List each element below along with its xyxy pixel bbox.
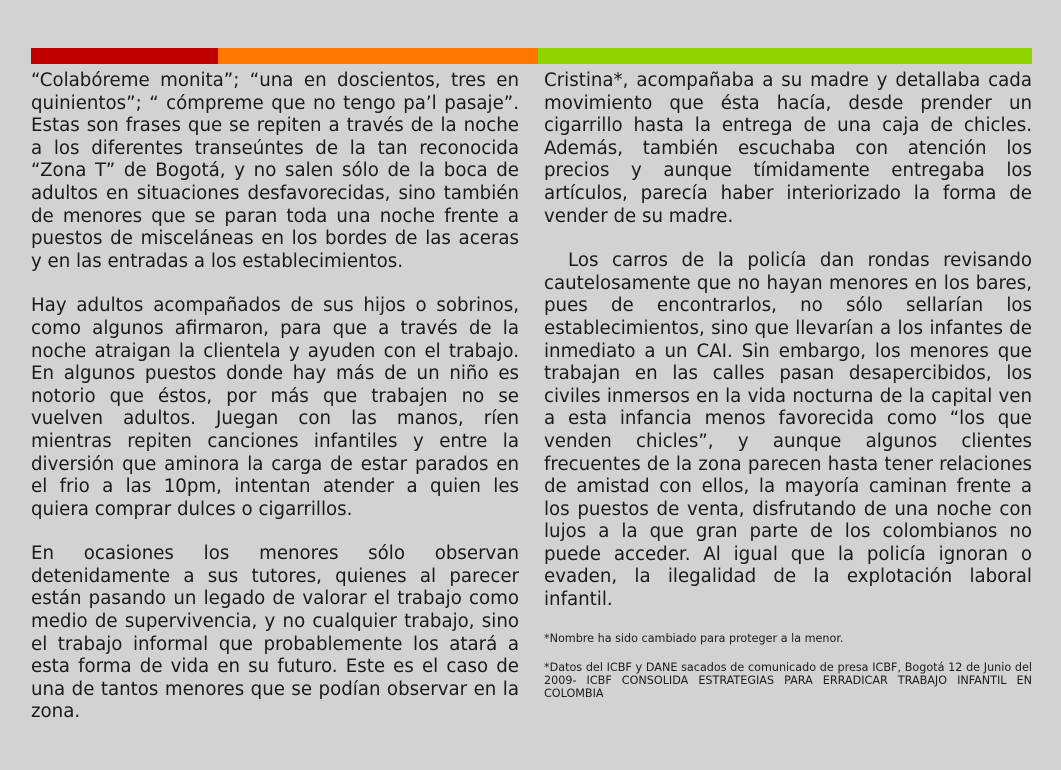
right-text-column — [544, 70, 1032, 700]
left-paragraph-2: Hay adultos acompañados de sus hijos o sobrinos, como algunos afirmaron, para que a través de la noche atraigan la clientela y ayuden con el trabajo. En algunos puestos donde hay más de un niño es notorio que éstos, por más que trabajen no se vuelven adultos. Juegan con las manos, ríen mientras repiten canciones infantiles y entre la diversión que aminora la carga de estar parados en el frio a las 10pm, intentan atender a quien les quiera comprar dulces o cigarrillos. — [31, 295, 519, 520]
right-paragraph-2: Los carros de la policía dan rondas revisando cautelosamente que no hayan menores en los bares, pues de encontrarlos, no sólo sellarían los establecimientos, sino que llevarían a los infantes de inmediato a un CAI. Sin embargo, los menores que trabajan en las calles pasan desapercibidos, los civiles inmersos en la vida nocturna de la capital ven a esta infancia menos favorecida como “los que venden chicles”, y aunque algunos clientes frecuentes de la zona parecen hasta tener relaciones de amistad con ellos, la mayoría caminan frente a los puestos de venta, disfrutando de una noche con lujos a la que gran parte de los colombianos no puede acceder. Al igual que la policía ignoran o evaden, la ilegalidad de la explotación laboral infantil. — [544, 250, 1032, 611]
red-bar-segment — [31, 48, 218, 64]
footnote-name-changed: *Nombre ha sido cambiado para proteger a la menor. — [544, 631, 844, 645]
green-bar-segment — [538, 48, 1032, 64]
footnote-data-source: *Datos del ICBF y DANE sacados de comunicado de presa ICBF, Bogotá 12 de Junio del 2009- ICBF CONSOLIDA ESTRATEGIAS PARA ERRADICAR TRABAJO INFANTIL EN COLOMBIA — [544, 660, 1032, 700]
tricolor-header-bar — [31, 48, 1032, 64]
left-text-column — [31, 70, 519, 724]
orange-bar-segment — [218, 48, 538, 64]
right-paragraph-1: Cristina*, acompañaba a su madre y detallaba cada movimiento que ésta hacía, desde prender un cigarrillo hasta la entrega de una caja de chicles. Además, también escuchaba con atención los precios y aunque tímidamente entregaba los artículos, parecía haber interiorizado la forma de vender de su madre. — [544, 70, 1032, 227]
left-paragraph-3: En ocasiones los menores sólo observan detenidamente a sus tutores, quienes al parecer están pasando un legado de valorar el trabajo como medio de supervivencia, y no cualquier trabajo, sino el trabajo informal que probablemente los atará a esta forma de vida en su futuro. Este es el caso de una de tantos menores que se podían observar en la zona. — [31, 543, 519, 723]
left-paragraph-1: “Colabóreme monita”; “una en doscientos, tres en quinientos”; “ cómpreme que no tengo pa’l pasaje”. Estas son frases que se repiten a través de la noche a los diferentes transeúntes de la tan reconocida “Zona T” de Bogotá, y no salen sólo de la boca de adultos en situaciones desfavorecidas, sino también de menores que se paran toda una noche frente a puestos de misceláneas en los bordes de las aceras y en las entradas a los establecimientos. — [31, 70, 519, 272]
